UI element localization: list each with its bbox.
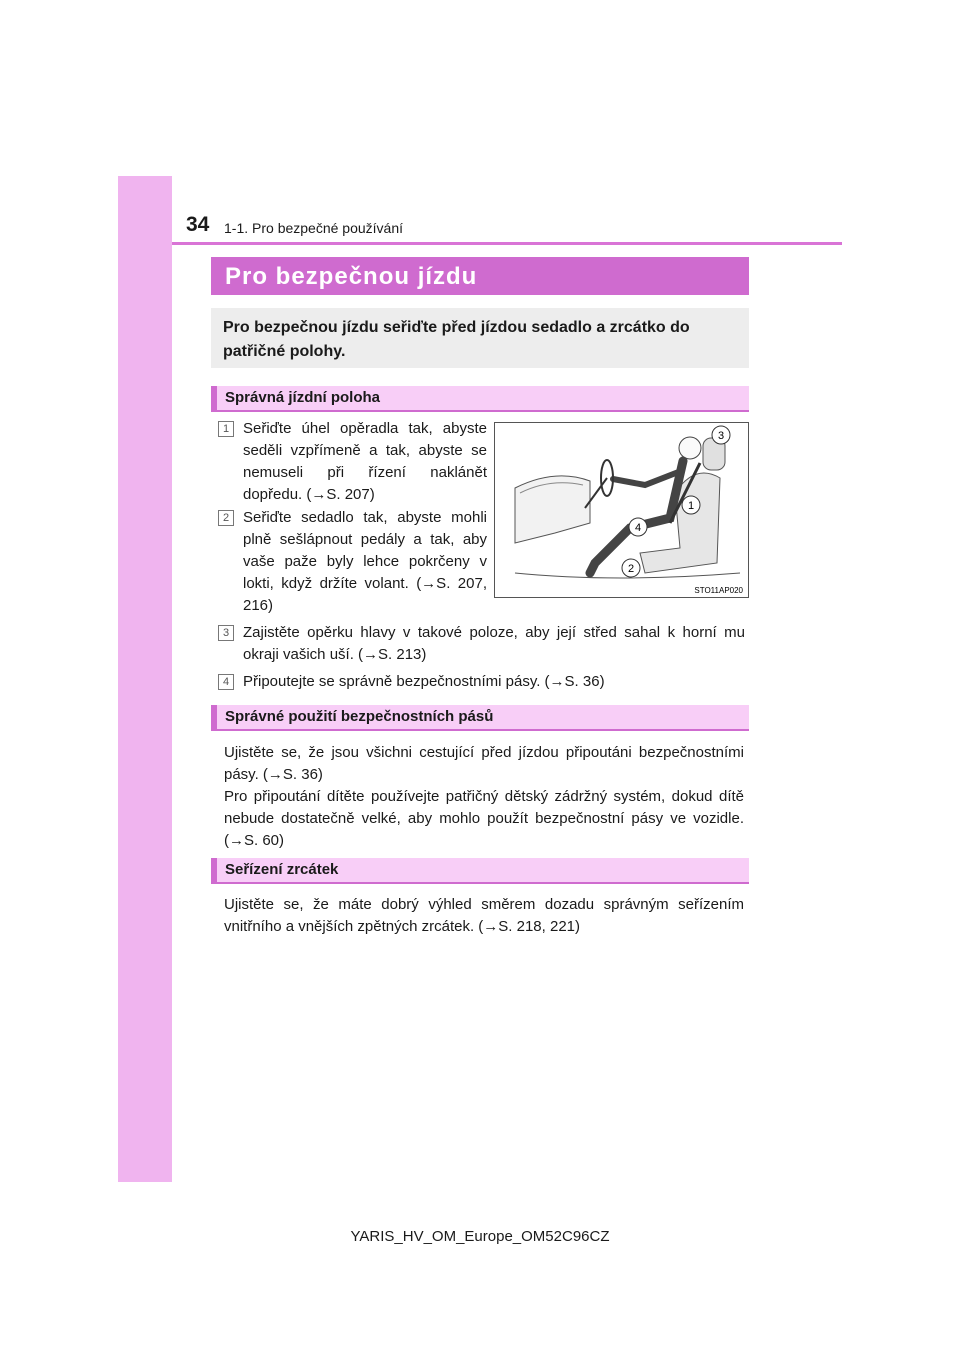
driver-illustration — [495, 423, 748, 597]
header-divider — [172, 242, 842, 245]
section-header: 1-1. Pro bezpečné používání — [224, 220, 404, 236]
step-text: Připoutejte se správně bezpečnostními pásy. (→S. 36) — [243, 673, 605, 690]
paragraph: Pro připoutání dítěte používejte patřičný dětský zádržný systém, dokud dítě nebude dostatečně velké, aby mohlo použít bezpečnostní pásy ve vozidle. (→S. 60) — [224, 788, 744, 849]
callout-2: 2 — [627, 563, 635, 575]
document-footer: YARIS_HV_OM_Europe_OM52C96CZ — [350, 1228, 610, 1245]
step-marker: 2 — [218, 510, 234, 526]
paragraph: Ujistěte se, že máte dobrý výhled směrem dozadu správným seřízením vnitřního a vnějších zpětných zrcátek. (→S. 218, 221) — [224, 896, 744, 935]
step-marker: 3 — [218, 625, 234, 641]
figure-code: STO11AP020 — [694, 586, 743, 595]
subheading-text: Správné použití bezpečnostních pásů — [225, 708, 494, 725]
callout-4: 4 — [634, 522, 642, 534]
paragraph: Ujistěte se, že jsou všichni cestující před jízdou připoutáni bezpečnostními pásy. (→S. 36) — [224, 744, 744, 783]
intro-text: Pro bezpečnou jízdu seřiďte před jízdou sedadlo a zrcátko do patřičné polohy. — [223, 319, 690, 360]
intro-box — [211, 308, 749, 368]
step-marker: 4 — [218, 674, 234, 690]
step-marker: 1 — [218, 421, 234, 437]
callout-1: 1 — [687, 500, 695, 512]
subheading-mirrors — [211, 858, 749, 884]
sidebar-tab — [118, 176, 172, 1182]
step-text: Seřiďte sedadlo tak, abyste mohli plně sešlápnout pedály a tak, aby vaše paže byly lehce pokrčeny v lokti, když držíte volant. (→S. 207, 216) — [243, 509, 487, 614]
page-title: Pro bezpečnou jízdu — [225, 263, 478, 290]
callout-3: 3 — [717, 430, 725, 442]
seating-position-figure — [494, 422, 749, 598]
subheading-text: Správná jízdní poloha — [225, 389, 381, 406]
subheading-driving-position — [211, 386, 749, 412]
subheading-seatbelts — [211, 705, 749, 731]
page-title-bar — [211, 257, 749, 295]
page-number: 34 — [186, 213, 210, 236]
step-text: Zajistěte opěrku hlavy v takové poloze, aby její střed sahal k horní mu okraji vašich uší. (→S. 213) — [243, 624, 745, 663]
step-text: Seřiďte úhel opěradla tak, abyste seděli vzpřímeně a tak, abyste se nemuseli při řízení naklánět dopředu. (→S. 207) — [243, 420, 487, 503]
subheading-text: Seřízení zrcátek — [225, 861, 339, 878]
